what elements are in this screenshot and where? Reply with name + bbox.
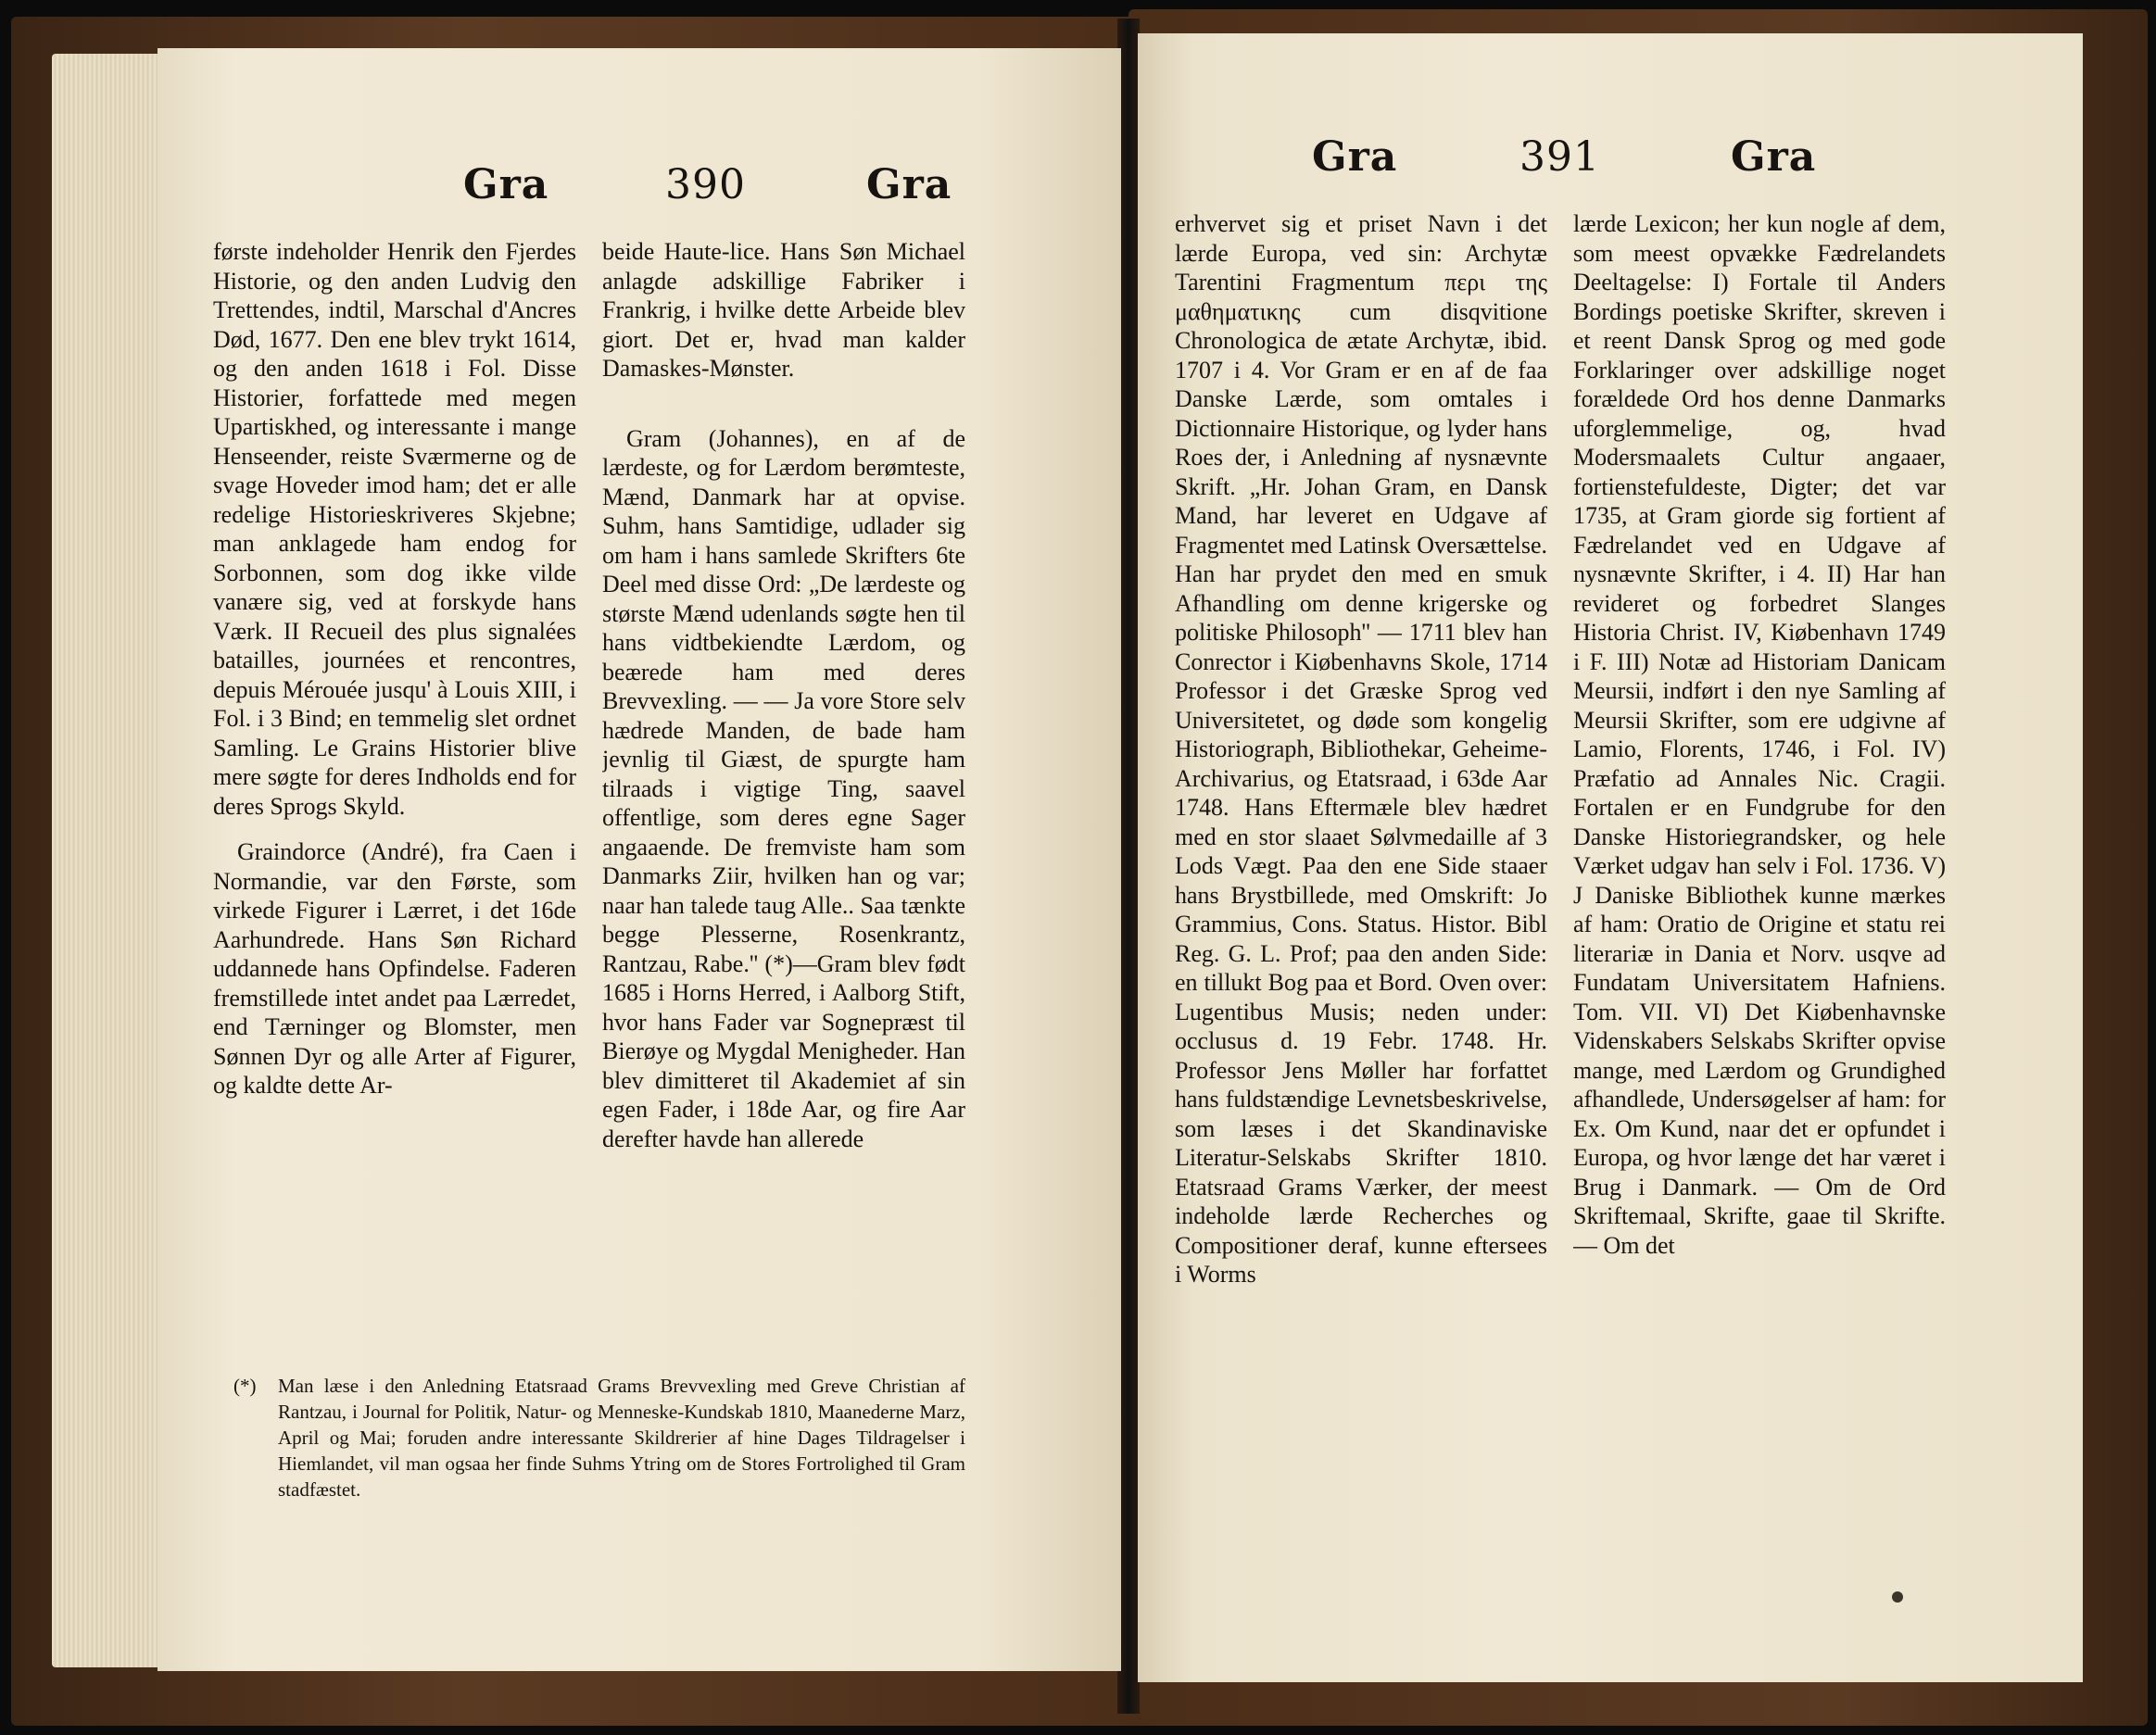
left-running-head-right: Gra (866, 161, 952, 208)
right-running-head-left: Gra (1312, 133, 1398, 181)
right-page-column-1 (1175, 209, 1547, 1576)
entry-graindorce: Graindorce (André), fra Caen i Normandie, var den Første, som virkede Figurer i Lærret, i det 16de Aarhundrede. Hans Søn Richard uddannede hans Opfindelse. Faderen fremstillede intet andet paa Lærredet, end Tærninger og Blomster, men Sønnen Dyr og alle Arter af Figurer, og kaldte dette Ar- (213, 838, 576, 1099)
text-paragraph: beide Haute-lice. Hans Søn Michael anlagde adskillige Fabriker i Frankrig, i hvilke dette Arbeide blev giort. Det er, hvad man kalder Damaskes-Mønster. (602, 238, 965, 382)
left-running-head-left: Gra (463, 161, 549, 208)
entry-gram-johannes: Gram (Johannes), en af de lærdeste, og for Lærdom berømteste, Mænd, Danmark har at opvise. Suhm, hans Samtidige, udlader sig om ham i hans samlede Skrifters 6te Deel med disse Ord: „De lærdeste og største Mænd udenlands søgte hen til hans vidtbekiendte Lærdom, og beærede ham med deres Brevvexling. — — Ja vore Store selv hædrede Manden, de bade ham jevnlig til Giæst, de spurgte ham tilraads i vigtige Ting, saavel offentlige, som deres egne Sager angaaende. De fremviste ham som Danmarks Ziir, hvilken han og var; naar han talede taug Alle.. Saa tænkte begge Plesserne, Rosenkrantz, Rantzau, Rabe.'' (*)—Gram blev født 1685 i Horns Herred, i Aalborg Stift, hvor hans Fader var Sognepræst til Bierøye og Mygdal Menigheder. Han blev dimitteret til Akademiet af sin egen Fader, i 18de Aar, og fire Aar derefter havde han allerede (602, 424, 965, 1152)
text-paragraph: første indeholder Henrik den Fjerdes Historie, og den anden Ludvig den Trettendes, indtil, Marschal d'Ancres Død, 1677. Den ene blev trykt 1614, og den anden 1618 i Fol. Disse Historier, forfattede med megen Upartiskhed, og interessante i mange Henseender, reiste Sværmerne og de svage Hoveder imod ham; det er alle redelige Historieskriveres Skjebne; man anklagede ham endog for Sorbonnen, som dog ikke vilde vanære sig, ved at forskyde hans Værk. II Recueil des plus signalées batailles, journées et rencontres, depuis Mérouée jusqu' à Louis XIII, i Fol. i 3 Bind; en temmelig slet ordnet Samling. Le Grains Historier blive mere søgte for deres Indholds end for deres Sprogs Skyld. (213, 238, 576, 820)
left-page-number: 390 (665, 161, 746, 208)
footnote (233, 1373, 965, 1567)
text-paragraph: lærde Lexicon; her kun nogle af dem, som meest opvække Fædrelandets Deeltagelse: I) Fortale til Anders Bordings poetiske Skrifter, skreven i et reent Dansk Sprog og med gode Forklaringer over adskillige noget forældede Ord hos denne Danmarks uforglemmelige, og, hvad Modersmaalets Cultur angaaer, fortienstefuldeste, Digter; det var 1735, at Gram giorde sig fortient af Fædrelandet ved en Udgave af nysnævnte Skrifter, i 4. II) Har han revideret og forbedret Slanges Historia Christ. IV, Kiøbenhavn 1749 i F. III) Notæ ad Historiam Danicam Meursii, indført i den nye Samling af Meursii Skrifter, som ere udgivne af Lamio, Florents, 1746, i Fol. IV) Præfatio ad Annales Nic. Cragii. Fortalen er en Fundgrube for den Danske Historiegrandsker, og hele Værket udgav han selv i Fol. 1736. V) J Daniske Bibliothek kunne mærkes af ham: Oratio de Origine et statu rei literariæ in Dania et Norv. usqve ad Fundatam Universitatem Hafniens. Tom. VII. VI) Det Kiøbenhavnske Videnskabers Selskabs Skrifter opvise mange, med Lærdom og Grundighed afhandlede, Undersøgelser af ham: for Ex. Om Kund, naar det er opfundet i Europa, og hvor længe det har været i Brug i Danmark. — Om de Ord Skriftemaal, Skrifte, gaae til Skrifte. — Om det (1573, 210, 1946, 1259)
left-page-header (158, 48, 1121, 208)
right-page-column-2 (1573, 209, 1946, 1576)
left-page-column-1 (213, 237, 576, 1365)
footnote-text: Man læse i den Anledning Etatsraad Grams Brevvexling med Greve Christian af Rantzau, i Journal for Politik, Natur- og Menneske-Kundskab 1810, Maanederne Marz, April og Mai; foruden andre interessante Skildrerier af hine Dages Tildragelser i Hiemlandet, vil man ogsaa her finde Suhms Ytring om de Stores Fortrolighed til Gram stadfæstet. (278, 1375, 965, 1501)
left-page-column-2 (602, 237, 965, 1365)
page-edges (52, 54, 163, 1667)
right-page-number: 391 (1519, 133, 1600, 181)
right-page-header (1138, 33, 2083, 181)
text-paragraph: erhvervet sig et priset Navn i det lærde Europa, ved sin: Archytæ Tarentini Fragmentum περι της μαθηματικης cum disqvitione Chronologica de ætate Archytæ, ibid. 1707 i 4. Vor Gram er en af de faa Danske Lærde, som omtales i Dictionnaire Historique, og lyder hans Roes der, i Anledning af nysnævnte Skrift. „Hr. Johan Gram, en Dansk Mand, har leveret en Udgave af Fragmentet med Latinsk Oversættelse. Han har prydet den med en smuk Afhandling om denne krigerske og politiske Philosoph'' — 1711 blev han Conrector i Kiøbenhavns Skole, 1714 Professor i det Græske Sprog ved Universitetet, og døde som kongelig Historiograph, Bibliothekar, Geheime-Archivarius, og Etatsraad, i 63de Aar 1748. Hans Eftermæle blev hædret med en stor slaaet Sølvmedaille af 3 Lods Vægt. Paa den ene Side staaer hans Brystbillede, med Omskrift: Jo Grammius, Cons. Status. Histor. Bibl Reg. G. L. Prof; paa den anden Side: en tillukt Bog paa et Bord. Oven over: Lugentibus Musis; neden under: occlusus d. 19 Febr. 1748. Hr. Professor Jens Møller har forfattet hans fuldstændige Levnetsbeskrivelse, som læses i det Skandinaviske Literatur-Selskabs Skrifter 1810. Etatsraad Grams Værker, der meest indeholde lærde Recherches og Compositioner deraf, kunne eftersees i Worms (1175, 210, 1547, 1288)
footnote-mark: (*) (233, 1375, 257, 1397)
left-page (158, 48, 1121, 1671)
right-page (1138, 33, 2083, 1682)
right-running-head-right: Gra (1731, 133, 1817, 181)
ink-spot (1892, 1591, 1903, 1603)
